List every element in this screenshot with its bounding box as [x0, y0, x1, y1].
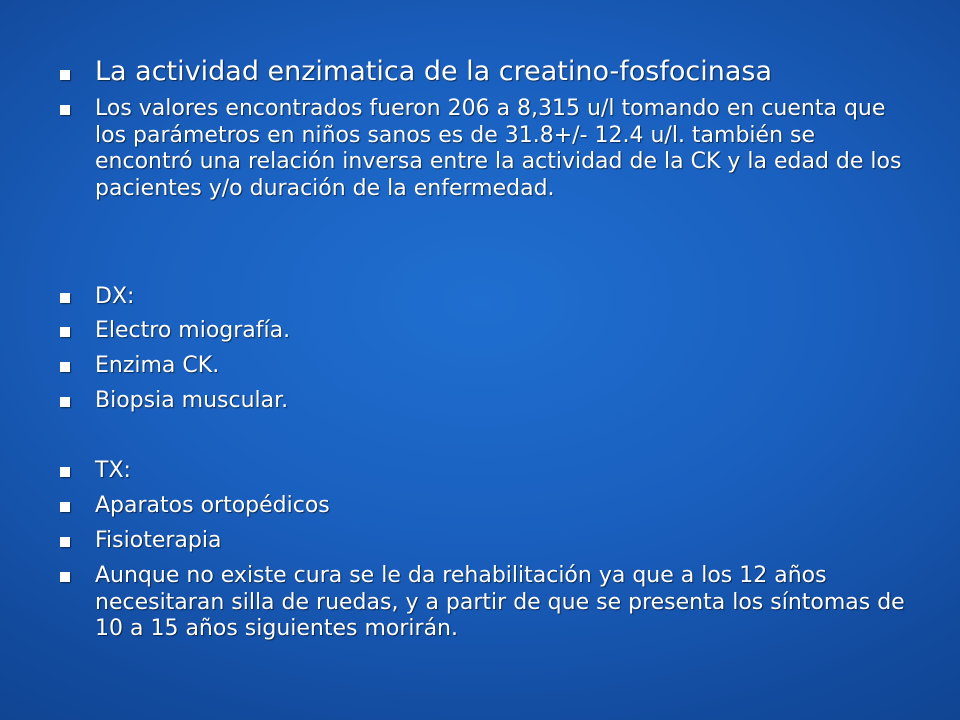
- square-bullet-icon: [60, 502, 70, 512]
- square-bullet-icon: [60, 537, 70, 547]
- list-item-text: La actividad enzimatica de la creatino-fosfocinasa: [95, 56, 773, 87]
- square-bullet-icon: [60, 572, 70, 582]
- square-bullet-icon: [60, 70, 70, 80]
- square-bullet-icon: [60, 397, 70, 407]
- square-bullet-icon: [60, 362, 70, 372]
- list-item-text: Enzima CK.: [95, 353, 220, 378]
- square-bullet-icon: [60, 293, 70, 303]
- square-bullet-icon: [60, 327, 70, 337]
- list-item-text: Fisioterapia: [95, 528, 222, 553]
- list-item-text: Electro miografía.: [95, 318, 291, 343]
- list-item-text: Los valores encontrados fueron 206 a 8,315 u/l tomando en cuenta que los parámetros en niños sanos es de 31.8+/- 12.4 u/l. también se encontró una relación inversa entre la actividad de la CK y la edad de los pacientes y/o duración de la enfermedad.: [95, 96, 902, 201]
- list-item-text: Aunque no existe cura se le da rehabilitación ya que a los 12 años necesitaran silla de ruedas, y a partir de que se presenta los síntomas de 10 a 15 años siguientes morirán.: [95, 563, 905, 641]
- square-bullet-icon: [60, 467, 70, 477]
- list-item-text: DX:: [95, 284, 135, 309]
- square-bullet-icon: [60, 105, 70, 115]
- list-item-text: Aparatos ortopédicos: [95, 493, 330, 518]
- list-item-text: TX:: [95, 458, 131, 483]
- list-item-text: Biopsia muscular.: [95, 388, 289, 413]
